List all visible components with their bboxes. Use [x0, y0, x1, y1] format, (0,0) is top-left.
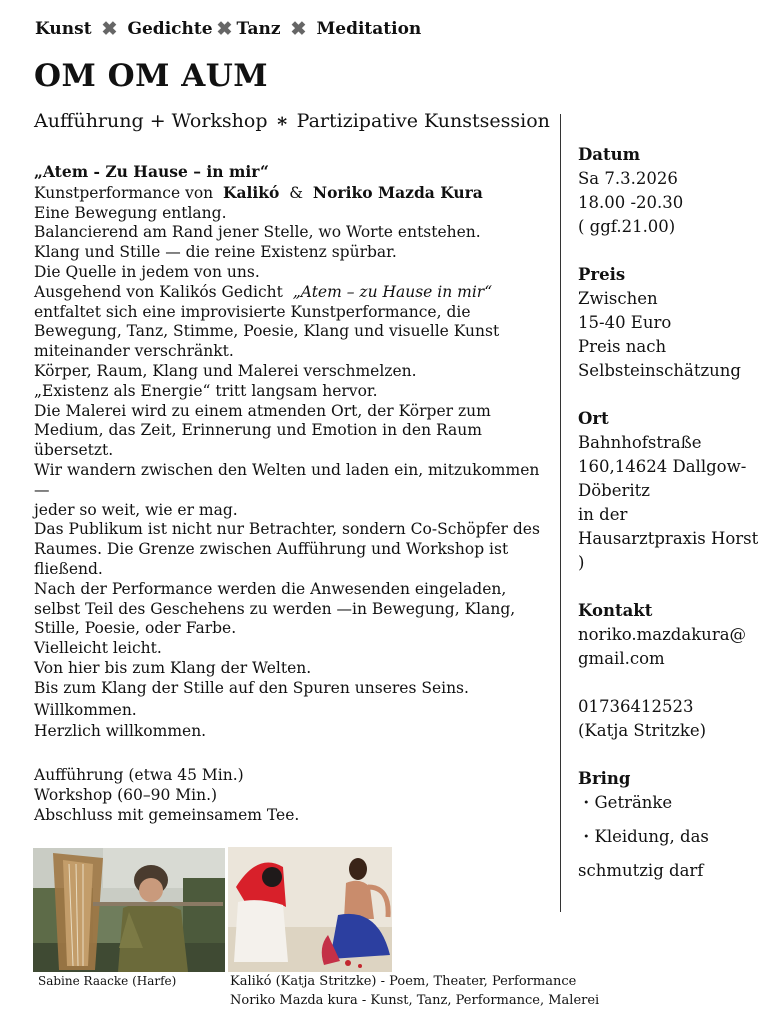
- photo-caption-harp: Sabine Raacke (Harfe): [38, 974, 177, 988]
- place-label: Ort: [578, 409, 609, 428]
- text-paragraph: Wir wandern zwischen den Welten und laden ein, mitzukommen —: [34, 460, 540, 499]
- text-line: „Existenz als Energie“ tritt langsam hervor.: [34, 381, 378, 400]
- address-line: in der: [578, 505, 628, 524]
- price-line: Zwischen: [578, 289, 658, 308]
- address-line: Hausarztpraxis Horst: [578, 529, 759, 548]
- text-line: Körper, Raum, Klang und Malerei verschmelzen.: [34, 361, 417, 380]
- top-nav: [35, 18, 421, 40]
- caption-line: Noriko Mazda kura - Kunst, Tanz, Performance, Malerei: [230, 993, 600, 1008]
- harp-player-image: [33, 848, 225, 972]
- phone-name: (Katja Stritzke): [578, 721, 707, 740]
- phone-number[interactable]: 01736412523: [578, 697, 694, 716]
- nav-item-kunst[interactable]: Kunst: [35, 19, 92, 39]
- close-x-icon: ✖: [101, 18, 118, 40]
- price-line: Preis nach: [578, 337, 667, 356]
- time-value: 18.00 -20.30: [578, 193, 684, 212]
- text-paragraph: Nach der Performance werden die Anwesenden eingeladen, selbst Teil des Geschehens zu werden —in Bewegung, Klang, Stille, Poesie, oder Farbe.: [34, 579, 516, 638]
- info-sidebar: [578, 143, 763, 893]
- text-line: Balancierend am Rand jener Stelle, wo Worte entstehen.: [34, 223, 481, 242]
- address-line: 160,14624 Dallgow-: [578, 457, 747, 476]
- price-line: 15-40 Euro: [578, 313, 672, 332]
- credit-line: Kunstperformance von Kalikó & Noriko Mazda Kura: [34, 182, 483, 202]
- asterisk-icon: ∗: [275, 110, 289, 132]
- bring-item: ・Kleidung, das: [578, 827, 709, 846]
- text-line: Vielleicht leicht.: [34, 639, 162, 658]
- price-label: Preis: [578, 265, 626, 284]
- price-block: [578, 263, 763, 383]
- poem-paragraph: Ausgehend von Kalikós Gedicht „Atem – zu Hause in mir“ entfaltet sich eine improvisierte Kunstperformance, die Bewegung, Tanz, Stimme, Poesie, Klang und visuelle Kunst miteinander verschränkt.: [34, 282, 500, 361]
- date-block: [578, 143, 763, 239]
- column-divider: [560, 114, 561, 912]
- main-text: [34, 162, 554, 826]
- text-paragraph: Die Malerei wird zu einem atmenden Ort, der Körper zum Medium, das Zeit, Erinnerung und Emotion in den Raum übersetzt.: [34, 401, 491, 460]
- dance-performance-photo: [228, 847, 392, 972]
- subtitle-left: Aufführung + Workshop: [34, 110, 268, 132]
- text-line: Herzlich willkommen.: [34, 722, 207, 741]
- work-title: „Atem - Zu Hause – in mir“: [34, 162, 269, 181]
- schedule-line: Abschluss mit gemeinsamem Tee.: [34, 805, 300, 824]
- contact-label: Kontakt: [578, 601, 653, 620]
- time-alt-value: ( ggf.21.00): [578, 217, 676, 236]
- nav-item-tanz[interactable]: Tanz: [236, 19, 281, 39]
- text-line: Von hier bis zum Klang der Welten.: [34, 658, 312, 677]
- text-line: Eine Bewegung entlang.: [34, 203, 227, 222]
- poem-title: „Atem – zu Hause in mir“: [292, 282, 493, 301]
- schedule-line: Aufführung (etwa 45 Min.): [34, 766, 244, 785]
- bring-label: Bring: [578, 769, 631, 788]
- contact-block: [578, 599, 763, 743]
- nav-item-meditation[interactable]: Meditation: [316, 19, 422, 39]
- close-x-icon: ✖: [290, 18, 307, 40]
- bring-block: [578, 767, 763, 883]
- address-line: Bahnhofstraße: [578, 433, 702, 452]
- schedule-line: Workshop (60–90 Min.): [34, 785, 218, 804]
- text-line: Klang und Stille — die reine Existenz spürbar.: [34, 243, 397, 262]
- email-link[interactable]: noriko.mazdakura@: [578, 625, 747, 644]
- page-subtitle: [34, 110, 550, 132]
- photo-caption-performers: [230, 972, 599, 1010]
- place-block: [578, 407, 763, 575]
- page-title: OM OM AUM: [34, 58, 269, 94]
- address-line: Döberitz: [578, 481, 650, 500]
- address-line: ): [578, 553, 585, 572]
- date-label: Datum: [578, 145, 641, 164]
- text-paragraph: Das Publikum ist nicht nur Betrachter, sondern Co-Schöpfer des Raumes. Die Grenze zwischen Aufführung und Workshop ist fließend.: [34, 520, 540, 578]
- text-line: Willkommen.: [34, 700, 137, 719]
- caption-line: Kalikó (Katja Stritzke) - Poem, Theater, Performance: [230, 974, 577, 989]
- bring-item: ・Getränke: [578, 793, 673, 812]
- date-value: Sa 7.3.2026: [578, 169, 678, 188]
- close-x-icon: ✖: [216, 18, 233, 40]
- email-link[interactable]: gmail.com: [578, 649, 665, 668]
- text-line: jeder so weit, wie er mag.: [34, 500, 238, 519]
- price-line: Selbsteinschätzung: [578, 361, 741, 380]
- nav-item-gedichte[interactable]: Gedichte: [127, 19, 213, 39]
- text-line: Die Quelle in jedem von uns.: [34, 262, 260, 281]
- text-line: Bis zum Klang der Stille auf den Spuren unseres Seins.: [34, 678, 469, 697]
- subtitle-right: Partizipative Kunstsession: [296, 110, 550, 132]
- harp-player-photo: [33, 848, 225, 972]
- dance-performance-image: [228, 847, 392, 972]
- bring-item: schmutzig darf: [578, 861, 704, 880]
